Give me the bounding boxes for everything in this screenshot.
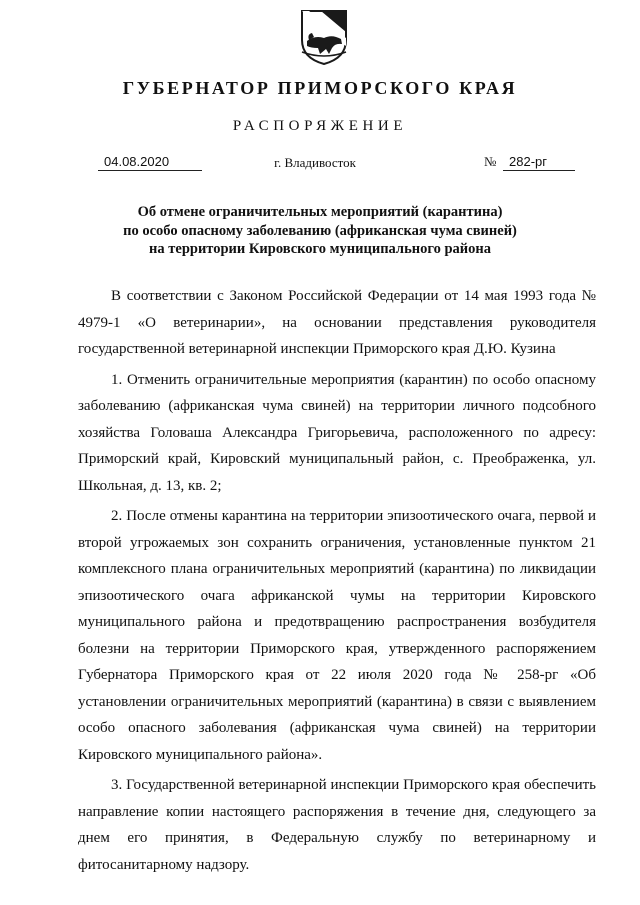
document-body [78, 283, 596, 878]
authority-title: ГУБЕРНАТОР ПРИМОРСКОГО КРАЯ [122, 78, 518, 98]
title-line: на территории Кировского муниципального района [149, 241, 491, 257]
title-line: Об отмене ограничительных мероприятий (карантина) [137, 204, 503, 220]
title-line: по особо опасному заболеванию (африканская чума свиней) [123, 222, 517, 239]
clause-2-paragraph: 2. После отмены карантина на территории эпизоотического очага, первой и второй угрожаемых зон сохранить ограничения, установленные пунктом 21 комплексного плана ограничительных мероприятий (карантина) по ликвидации эпизоотического очага африканской чумы на территории Кировского муниципального района и предотвращению распространения возбудителя болезни на территории Приморского края, утвержденного распоряжением Губернатора Приморского края от 22 июля 2020 года № 258-рг «Об установлении ограничительных мероприятий (карантина) в связи с выявлением особо опасного заболевания (африканская чума свиней) на территории Кировского муниципального района». [78, 508, 596, 763]
document-date: 04.08.2020 [98, 154, 202, 171]
clause-3-paragraph: 3. Государственной ветеринарной инспекции Приморского края обеспечить направление копии настоящего распоряжения в течение дня, следующего за днем его принятия, в Федеральную службу по ветеринарному и фитосанитарному надзору. [78, 777, 596, 873]
preamble-paragraph: В соответствии с Законом Российской Федерации от 14 мая 1993 года № 4979-1 «О ветеринарии», на основании представления руководителя государственной ветеринарной инспекции Приморского края Д.Ю. Кузина [78, 288, 596, 357]
coat-of-arms-icon [299, 8, 349, 66]
document-number: 282-рг [503, 154, 575, 171]
clause-1-paragraph: 1. Отменить ограничительные мероприятия (карантин) по особо опасному заболеванию (африканская чума свиней) на территории личного подсобного хозяйства Головаша Александра Григорьевича, расположенного по адресу: Приморский край, Кировский муниципальный район, с. Преображенка, ул. Школьная, д. 13, кв. 2; [78, 371, 596, 494]
document-type: РАСПОРЯЖЕНИЕ [232, 118, 408, 134]
number-sign: № [484, 154, 497, 169]
document-city: г. Владивосток [274, 155, 356, 170]
document-title [0, 203, 640, 259]
